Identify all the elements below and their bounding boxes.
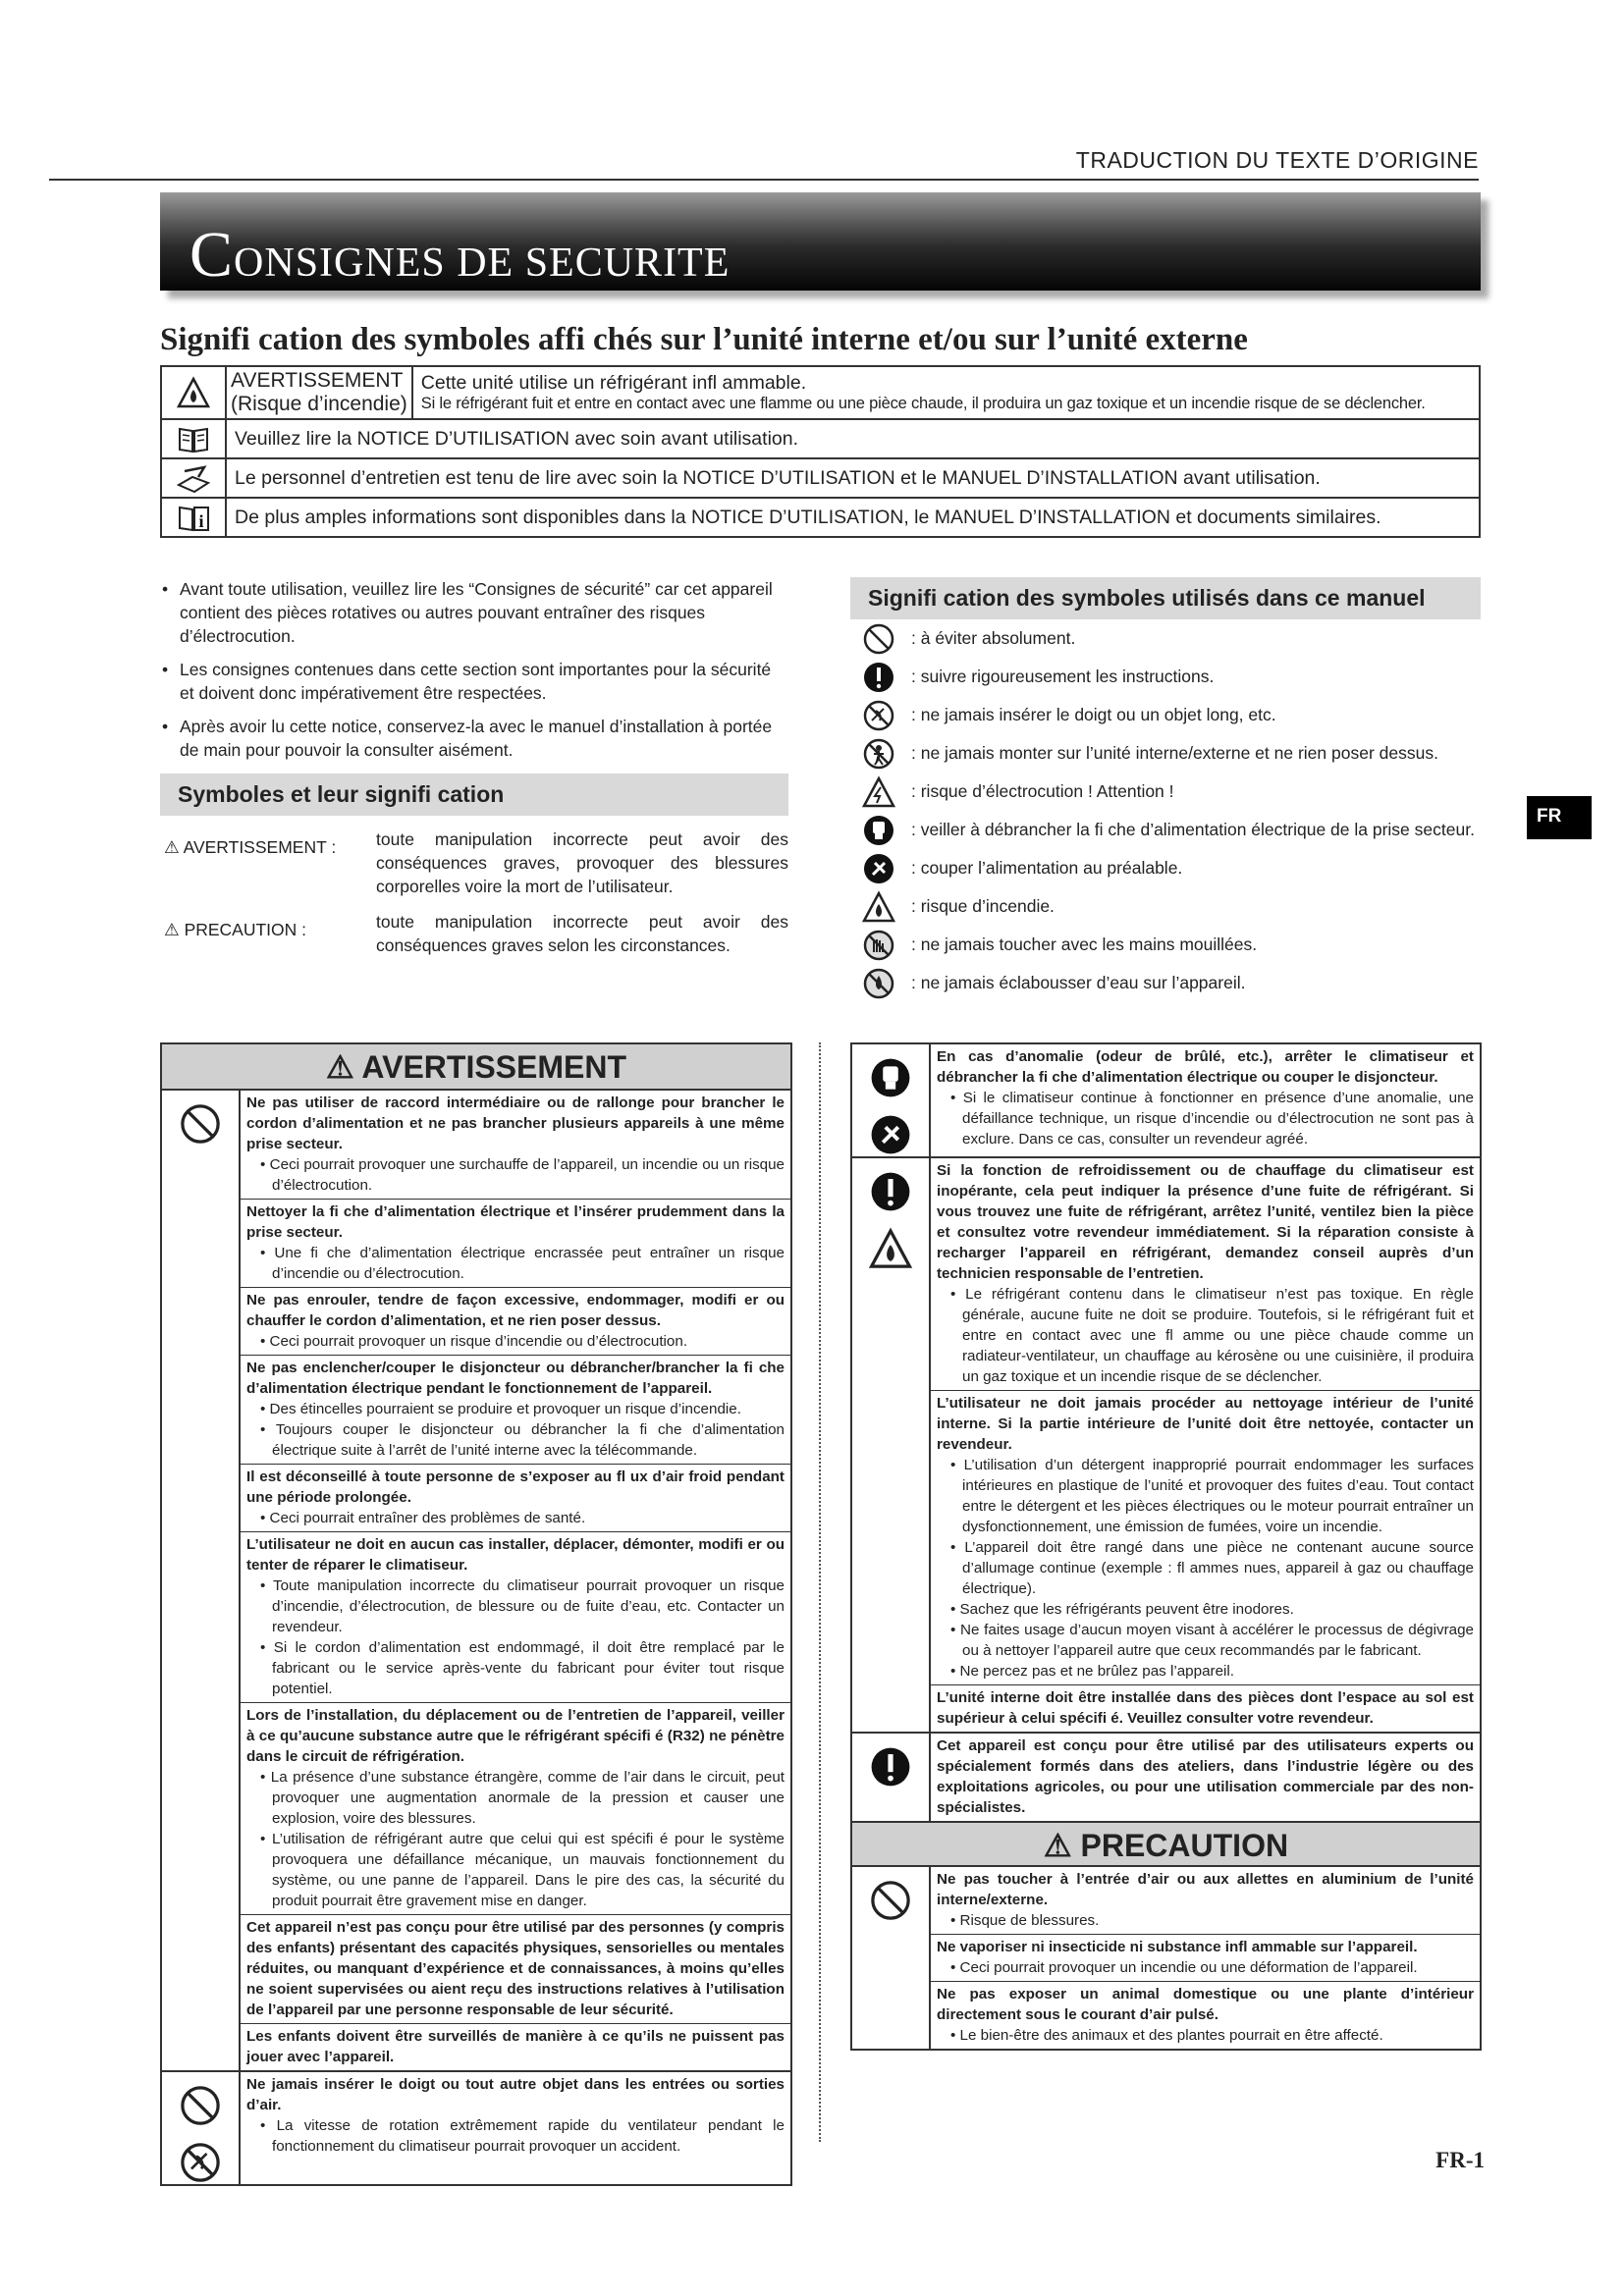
prohibited-icon (179, 1102, 222, 1146)
warning-item-detail: • Une fi che d’alimentation électrique encrassée peut entraîner un risque d’incendie ou d’électrocution. (246, 1243, 785, 1284)
warning-item-title: L’utilisateur ne doit en aucun cas installer, déplacer, démonter, modifi er ou tenter de réparer le climatiseur. (246, 1536, 785, 1574)
manual-symbol-text: : ne jamais monter sur l’unité interne/externe et ne rien poser dessus. (911, 743, 1438, 763)
unplug-icon (869, 1056, 912, 1099)
warning-item-title: Ne jamais insérer le doigt ou tout autre objet dans les entrées ou sorties d’air. (246, 2076, 785, 2113)
warning-box-left (160, 1042, 792, 2186)
caution-definition (160, 910, 788, 957)
mandatory-icon (862, 661, 895, 694)
page-title: CONSIGNES DE SECURITE (189, 219, 731, 291)
group-icons (852, 1867, 931, 2049)
service-manual-text: Le personnel d’entretien est tenu de lire avec soin la NOTICE D’UTILISATION et le MANUEL D’INSTALLATION avant utilisation. (226, 458, 1480, 498)
no-finger-icon (179, 2141, 222, 2184)
warning-item-detail: • Des étincelles pourraient se produire et provoquer un risque d’incendie. (246, 1399, 785, 1419)
warning-item-detail: • Ne faites usage d’aucun moyen visant à accélérer le processus de dégivrage ou à nettoyer l’appareil autre que ceux recommandés par le fabricant. (937, 1620, 1474, 1661)
table-row (161, 458, 1480, 498)
translation-note: TRADUCTION DU TEXTE D’ORIGINE (1075, 147, 1479, 173)
symbol-icon-cell (862, 967, 911, 1000)
warning-item-title: Ne pas exposer un animal domestique ou une plante d’intérieur directement sous le courant d’air pulsé. (937, 1986, 1474, 2023)
symbol-table (160, 365, 1481, 538)
symbol-icon-cell (862, 775, 911, 809)
warning-item (241, 1200, 790, 1288)
warning-item (241, 1288, 790, 1356)
warning-item-detail: • Le réfrigérant contenu dans le climatiseur n’est pas toxique. En règle générale, aucune fuite ne doit se produire. Toutefois, si le réfrigérant fuit et entre en contact avec une fl amme ou une pièce chaude comme un radiateur-ventilateur, un chauffage au kérosène ou une cuisinière, il produira un gaz toxique et un incendie risque de se déclencher. (937, 1284, 1474, 1387)
warning-group (852, 1734, 1480, 1821)
prohibited-icon (869, 1879, 912, 1922)
warning-box-right (850, 1042, 1482, 2051)
warning-item-title: Les enfants doivent être surveillés de manière à ce qu’ils ne puissent pas jouer avec l’appareil. (246, 2028, 785, 2065)
warning-item (241, 1532, 790, 1703)
symbol-icon-cell (862, 852, 911, 885)
warning-item-title: Il est déconseillé à toute personne de s’exposer au fl ux d’air froid pendant une période prolongée. (246, 1468, 785, 1506)
warning-item-detail: • Ceci pourrait entraîner des problèmes de santé. (246, 1508, 785, 1528)
warning-group (852, 1158, 1480, 1734)
manual-symbols-section (850, 577, 1481, 1002)
group-icons (852, 1734, 931, 1821)
fire-icon (161, 366, 226, 419)
warning-item-detail: • La présence d’une substance étrangère, comme de l’air dans le circuit, peut provoquer une augmentation anormale de la pression et causer une explosion, voire des blessures. (246, 1767, 785, 1829)
warning-item-title: Lors de l’installation, du déplacement ou de l’entretien de l’appareil, veiller à ce qu’aucune substance autre que le réfrigérant spécifi é (R32) ne pénètre dans le circuit de réfrigération. (246, 1707, 785, 1765)
power-off-icon (862, 852, 895, 885)
read-manual-text: Veuillez lire la NOTICE D’UTILISATION avec soin avant utilisation. (226, 419, 1480, 458)
info-icon (161, 498, 226, 537)
warning-item-detail: • Ceci pourrait provoquer un risque d’incendie ou d’électrocution. (246, 1331, 785, 1352)
no-water-icon (862, 967, 895, 1000)
manual-symbol-text: : veiller à débrancher la fi che d’alimentation électrique de la prise secteur. (911, 820, 1475, 839)
caution-heading: ⚠ PRECAUTION (852, 1821, 1480, 1867)
warning-item-title: Cet appareil n’est pas conçu pour être utilisé par des personnes (y compris des enfants) présentant des capacités physiques, sensorielles ou mentales réduites, ou manquant d’expérience et de connaissances, à moins qu’elles ne soient supervisées ou aient reçu des instructions relatives à l’utilisation de l’appareil par une personne responsable de leur sécurité. (246, 1919, 785, 2018)
header-rule (49, 179, 1479, 181)
caution-key: PRECAUTION : (184, 920, 307, 939)
manual-symbol-row (850, 887, 1481, 926)
warning-item-detail: • Toujours couper le disjoncteur ou débrancher la fi che d’alimentation électrique suite à l’arrêt de l’unité interne avec la télécommande. (246, 1419, 785, 1461)
warning-item-title: Nettoyer la fi che d’alimentation électrique et l’insérer prudemment dans la prise secteur. (246, 1203, 785, 1241)
warning-item-title: Ne pas enrouler, tendre de façon excessive, endommager, modifi er ou chauffer le cordon d’alimentation, et ne rien poser dessus. (246, 1292, 785, 1329)
warning-item (241, 1465, 790, 1532)
warning-item-detail: • Risque de blessures. (937, 1910, 1474, 1931)
warning-item-detail: • Sachez que les réfrigérants peuvent être inodores. (937, 1599, 1474, 1620)
manual-symbol-row (850, 773, 1481, 811)
warning-key: AVERTISSEMENT : (183, 837, 337, 857)
symbol-icon-cell (862, 699, 911, 732)
warning-item (931, 1158, 1480, 1391)
warning-item-title: Ne vaporiser ni insecticide ni substance infl ammable sur l’appareil. (937, 1939, 1418, 1955)
warning-label-cell (226, 366, 412, 419)
warning-item (241, 1091, 790, 1200)
group-icons (852, 1044, 931, 1156)
warning-item (931, 1867, 1480, 1935)
manual-symbols-title: Signifi cation des symboles utilisés dans ce manuel (850, 577, 1481, 619)
section-heading: Signifi cation des symboles affi chés sur l’unité interne et/ou sur l’unité externe (160, 322, 1248, 357)
power-off-icon (869, 1113, 912, 1156)
mandatory-icon (869, 1745, 912, 1789)
manual-symbol-text: : ne jamais insérer le doigt ou un objet long, etc. (911, 705, 1276, 724)
warning-group (162, 1091, 790, 2072)
warning-item-title: Ne pas toucher à l’entrée d’air ou aux allettes en aluminium de l’unité interne/externe. (937, 1871, 1474, 1908)
warning-item (241, 1915, 790, 2024)
caution-heading-text: PRECAUTION (1080, 1828, 1289, 1863)
list-item: • Les consignes contenues dans cette section sont importantes pour la sécurité et doivent donc impérativement être respectées. (160, 658, 788, 705)
intro-list (160, 577, 788, 772)
warning-item (241, 2024, 790, 2070)
unplug-icon (862, 814, 895, 847)
symbol-icon-cell (862, 814, 911, 847)
warning-item-detail: • L’utilisation de réfrigérant autre que celui qui est spécifi é pour le système provoquera une défaillance mécanique, un mauvais fonctionnement du système, ou une panne de l’appareil. Dans le pire des cas, la sécurité du produit pourrait être gravement mise en danger. (246, 1829, 785, 1911)
symbol-icon-cell (862, 737, 911, 771)
warning-item (931, 1685, 1480, 1732)
prohibited-icon (179, 2084, 222, 2127)
warning-item-title: Ne pas utiliser de raccord intermédiaire ou de rallonge pour brancher le cordon d’alimentation et ne pas brancher plusieurs appareils à une même prise secteur. (246, 1095, 785, 1152)
warning-item-detail: • La vitesse de rotation extrêmement rapide du ventilateur pendant le fonctionnement du climatiseur pourrait provoquer un accident. (246, 2115, 785, 2157)
no-step-icon (862, 737, 895, 771)
title-banner (160, 192, 1481, 291)
warning-item-detail: • Si le climatiseur continue à fonctionner en présence d’une anomalie, une défaillance technique, un risque d’incendie ou d’électrocution ne sont pas à exclure. Dans ce cas, consulter un revendeur agréé. (937, 1088, 1474, 1149)
warning-item (931, 1044, 1480, 1152)
symbol-icon-cell (862, 622, 911, 656)
warning-item-detail: • Ceci pourrait provoquer une surchauffe de l’appareil, un incendie ou un risque d’électrocution. (246, 1154, 785, 1196)
manual-book-icon (161, 419, 226, 458)
warning-item-detail: • L’appareil doit être rangé dans une pièce ne contenant aucune source d’allumage continue (exemple : fl ammes nues, appareil à gaz ou chauffage électrique). (937, 1537, 1474, 1599)
table-row (161, 419, 1480, 458)
warning-heading-text: AVERTISSEMENT (361, 1049, 627, 1085)
list-item: • Avant toute utilisation, veuillez lire les “Consignes de sécurité” car cet appareil contient des pièces rotatives ou autres pouvant entraîner des risques d’électrocution. (160, 577, 788, 648)
table-row (161, 498, 1480, 537)
warning-item (241, 1703, 790, 1915)
manual-symbol-row (850, 926, 1481, 964)
warning-triangle-icon: ⚠ (164, 837, 184, 857)
warning-item-detail: • Le bien-être des animaux et des plantes pourrait en être affecté. (937, 2025, 1474, 2046)
warning-group (852, 1867, 1480, 2049)
caution-key-cell (160, 910, 376, 957)
group-icons (852, 1158, 931, 1732)
caution-desc: toute manipulation incorrecte peut avoir des conséquences graves selon les circonstances. (376, 912, 788, 955)
prohibited-icon (862, 622, 895, 656)
manual-symbol-row (850, 964, 1481, 1002)
warning-item-detail: • Si le cordon d’alimentation est endommagé, il doit être remplacé par le fabricant ou le service après-vente du fabricant pour éviter tout risque potentiel. (246, 1637, 785, 1699)
warning-item (931, 1982, 1480, 2049)
fire-icon (869, 1227, 912, 1270)
warning-item-detail: • Ceci pourrait provoquer un incendie ou une déformation de l’appareil. (937, 1957, 1474, 1978)
warning-key-cell (160, 828, 376, 898)
more-info-text: De plus amples informations sont disponibles dans la NOTICE D’UTILISATION, le MANUEL D’INSTALLATION et documents similaires. (226, 498, 1480, 537)
service-manual-icon (161, 458, 226, 498)
warning-item (241, 1356, 790, 1465)
group-icons (162, 1091, 241, 2070)
warning-item-title: En cas d’anomalie (odeur de brûlé, etc.), arrêter le climatiseur et débrancher la fi che d’alimentation électrique ou couper le disjoncteur. (937, 1048, 1474, 1086)
warning-text-cell (412, 366, 1480, 419)
group-content (241, 1091, 790, 2070)
group-icons (162, 2072, 241, 2184)
manual-symbol-text: : ne jamais éclabousser d’eau sur l’appareil. (911, 973, 1246, 992)
no-wet-hands-icon (862, 929, 895, 962)
column-divider (819, 1042, 821, 2142)
group-content (931, 1158, 1480, 1732)
warning-label: AVERTISSEMENT (231, 369, 404, 392)
symbol-icon-cell (862, 890, 911, 924)
warning-detail: Si le réfrigérant fuit et entre en contact avec une flamme ou une pièce chaude, il produira un gaz toxique et un incendie risque de se déclencher. (420, 395, 1426, 412)
page-number: FR-1 (1435, 2148, 1485, 2172)
warning-item-title: Si la fonction de refroidissement ou de chauffage du climatiseur est inopérante, cela peut indiquer la présence d’une fuite de réfrigérant. Si vous trouvez une fuite de réfrigérant, arrêtez l’unité, ventilez bien la pièce et consultez votre revendeur immédiatement. Si la réparation consiste à recharger l’appareil en réfrigérant, demandez conseil auprès d’un technicien responsable de l’entretien. (937, 1162, 1474, 1282)
group-content (931, 1044, 1480, 1156)
mandatory-icon (869, 1170, 912, 1213)
manual-symbol-row (850, 734, 1481, 773)
warning-item (931, 1935, 1480, 1982)
warning-item-detail: • Toute manipulation incorrecte du climatiseur pourrait provoquer un risque d’incendie, d’électrocution, de blessure ou de fuite d’eau, etc. Contacter un revendeur. (246, 1575, 785, 1637)
warning-item-title: L’utilisateur ne doit jamais procéder au nettoyage intérieur de l’unité interne. Si la partie intérieure de l’unité doit être nettoyée, contacter un revendeur. (937, 1395, 1474, 1453)
manual-symbol-row (850, 811, 1481, 849)
warning-item-detail: • L’utilisation d’un détergent inapproprié pourrait endommager les surfaces intérieures en plastique de l’unité et provoquer des fuites d’eau. Tout contact entre le détergent et les pièces électriques ou le moteur pourrait entraîner un dysfonctionnement, une émission de fumées, voire un incendie. (937, 1455, 1474, 1537)
symbols-meaning-section (160, 774, 788, 957)
warning-item (931, 1391, 1480, 1685)
warning-heading: ⚠ AVERTISSEMENT (162, 1044, 790, 1091)
caution-triangle-icon: ⚠ (164, 920, 185, 939)
manual-symbol-row (850, 849, 1481, 887)
warning-desc: toute manipulation incorrecte peut avoir des conséquences graves, provoquer des blessures corporelles voire la mort de l’utilisateur. (376, 829, 788, 896)
warning-text: Cette unité utilise un réfrigérant infl ammable. (420, 372, 807, 394)
warning-sub: (Risque d’incendie) (231, 393, 407, 415)
group-content (931, 1867, 1480, 2049)
symbols-section-title: Symboles et leur signifi cation (160, 774, 788, 816)
manual-symbol-text: : risque d’électrocution ! Attention ! (911, 781, 1174, 801)
group-content (931, 1734, 1480, 1821)
warning-definition (160, 828, 788, 898)
manual-symbol-text: : ne jamais toucher avec les mains mouillées. (911, 934, 1258, 954)
manual-symbol-text: : à éviter absolument. (911, 628, 1076, 648)
warning-item-title: Cet appareil est conçu pour être utilisé par des utilisateurs experts ou spécialement formés dans des ateliers, dans l’industrie légère ou des exploitations agricoles, ou pour une utilisation commerciale par des non-spécialistes. (937, 1737, 1474, 1816)
warning-group (162, 2072, 790, 2184)
warning-group (852, 1044, 1480, 1158)
warning-item-detail: • Ne percez pas et ne brûlez pas l’appareil. (937, 1661, 1474, 1682)
svg-text:i: i (198, 511, 204, 531)
no-finger-icon (862, 699, 895, 732)
manual-symbol-row (850, 619, 1481, 658)
warning-item (241, 2072, 790, 2160)
manual-symbol-text: : suivre rigoureusement les instructions. (911, 667, 1215, 686)
list-item: • Après avoir lu cette notice, conservez-la avec le manuel d’installation à portée de main pour pouvoir la consulter aisément. (160, 715, 788, 762)
manual-symbol-row (850, 696, 1481, 734)
manual-symbol-text: : couper l’alimentation au préalable. (911, 858, 1183, 878)
symbol-icon-cell (862, 661, 911, 694)
table-row (161, 366, 1480, 419)
fire-icon (862, 890, 895, 924)
manual-symbol-row (850, 658, 1481, 696)
warning-item (931, 1734, 1480, 1821)
language-tab[interactable]: FR (1527, 796, 1592, 839)
warning-item-title: Ne pas enclencher/couper le disjoncteur ou débrancher/brancher la fi che d’alimentation électrique pendant le fonctionnement de l’appareil. (246, 1360, 785, 1397)
group-content (241, 2072, 790, 2184)
manual-symbol-text: : risque d’incendie. (911, 896, 1055, 916)
symbol-icon-cell (862, 929, 911, 962)
warning-item-title: L’unité interne doit être installée dans des pièces dont l’espace au sol est supérieur à celui spécifi é. Veuillez consulter votre revendeur. (937, 1689, 1474, 1727)
electric-shock-icon (862, 775, 895, 809)
